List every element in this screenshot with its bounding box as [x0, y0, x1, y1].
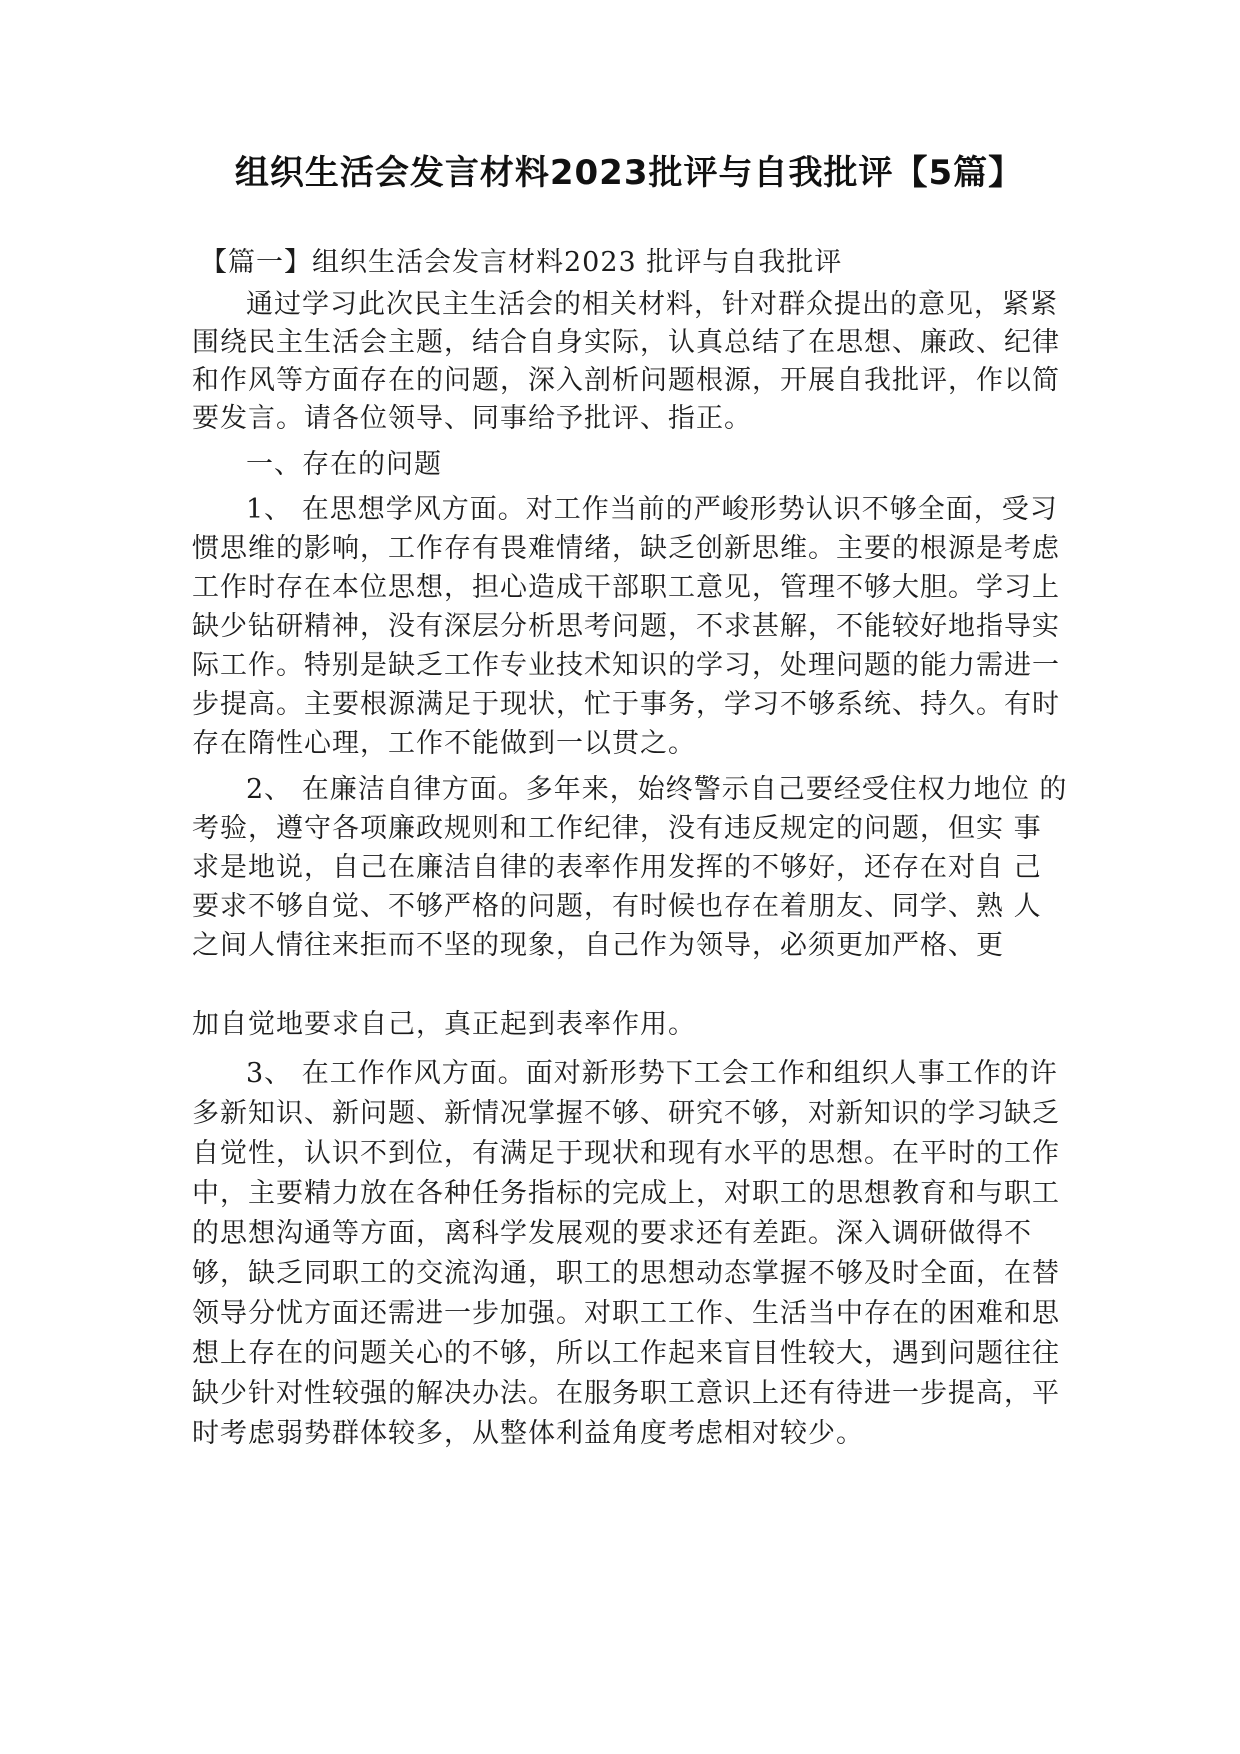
intro-paragraph: 通过学习此次民主生活会的相关材料，针对群众提出的意见，紧紧围绕民主生活会主题，结合自身实际，认真总结了在思想、廉政、纪律和作风等方面存在的问题，深入剖析问题根源，开展自我批评，作以简要发言。请各位领导、同事给予批评、指正。 [192, 289, 1060, 434]
paragraph-integrity: 2、 在廉洁自律方面。多年来，始终警示自己要经受住权力地位 的考验，遵守各项廉政规则和工作纪律，没有违反规定的问题，但实 事求是地说，自己在廉洁自律的表率作用发挥的不够好，还存在对自 己要求不够自觉、不够严格的问题，有时候也存在着朋友、同学、熟 人之间人情往来拒而不坚的现象，自己作为领导，必须更加严格、更 [192, 774, 1068, 961]
document-title: 组织生活会发言材料2023批评与自我批评【5篇】 [234, 153, 1024, 193]
problems-heading: 一、存在的问题 [246, 449, 442, 480]
paragraph-integrity-continued: 加自觉地要求自己，真正起到表率作用。 [192, 1009, 696, 1040]
section-heading: 【篇一】组织生活会发言材料2023 批评与自我批评 [200, 247, 843, 278]
paragraph-thinking-study: 1、 在思想学风方面。对工作当前的严峻形势认识不够全面，受习惯思维的影响，工作存有畏难情绪，缺乏创新思维。主要的根源是考虑工作时存在本位思想，担心造成干部职工意见，管理不够大胆。学习上缺少钻研精神，没有深层分析思考问题，不求甚解，不能较好地指导实际工作。特别是缺乏工作专业技术知识的学习，处理问题的能力需进一步提高。主要根源满足于现状，忙于事务，学习不够系统、持久。有时存在隋性心理，工作不能做到一以贯之。 [192, 494, 1060, 759]
paragraph-work-style: 3、 在工作作风方面。面对新形势下工会工作和组织人事工作的许多新知识、新问题、新情况掌握不够、研究不够，对新知识的学习缺乏自觉性，认识不到位，有满足于现状和现有水平的思想。在平时的工作中，主要精力放在各种任务指标的完成上，对职工的思想教育和与职工的思想沟通等方面，离科学发展观的要求还有差距。深入调研做得不够，缺乏同职工的交流沟通，职工的思想动态掌握不够及时全面，在替领导分忧方面还需进一步加强。对职工工作、生活当中存在的困难和思想上存在的问题关心的不够，所以工作起来盲目性较大，遇到问题往往缺少针对性较强的解决办法。在服务职工意识上还有待进一步提高，平时考虑弱势群体较多，从整体利益角度考虑相对较少。 [192, 1058, 1060, 1449]
